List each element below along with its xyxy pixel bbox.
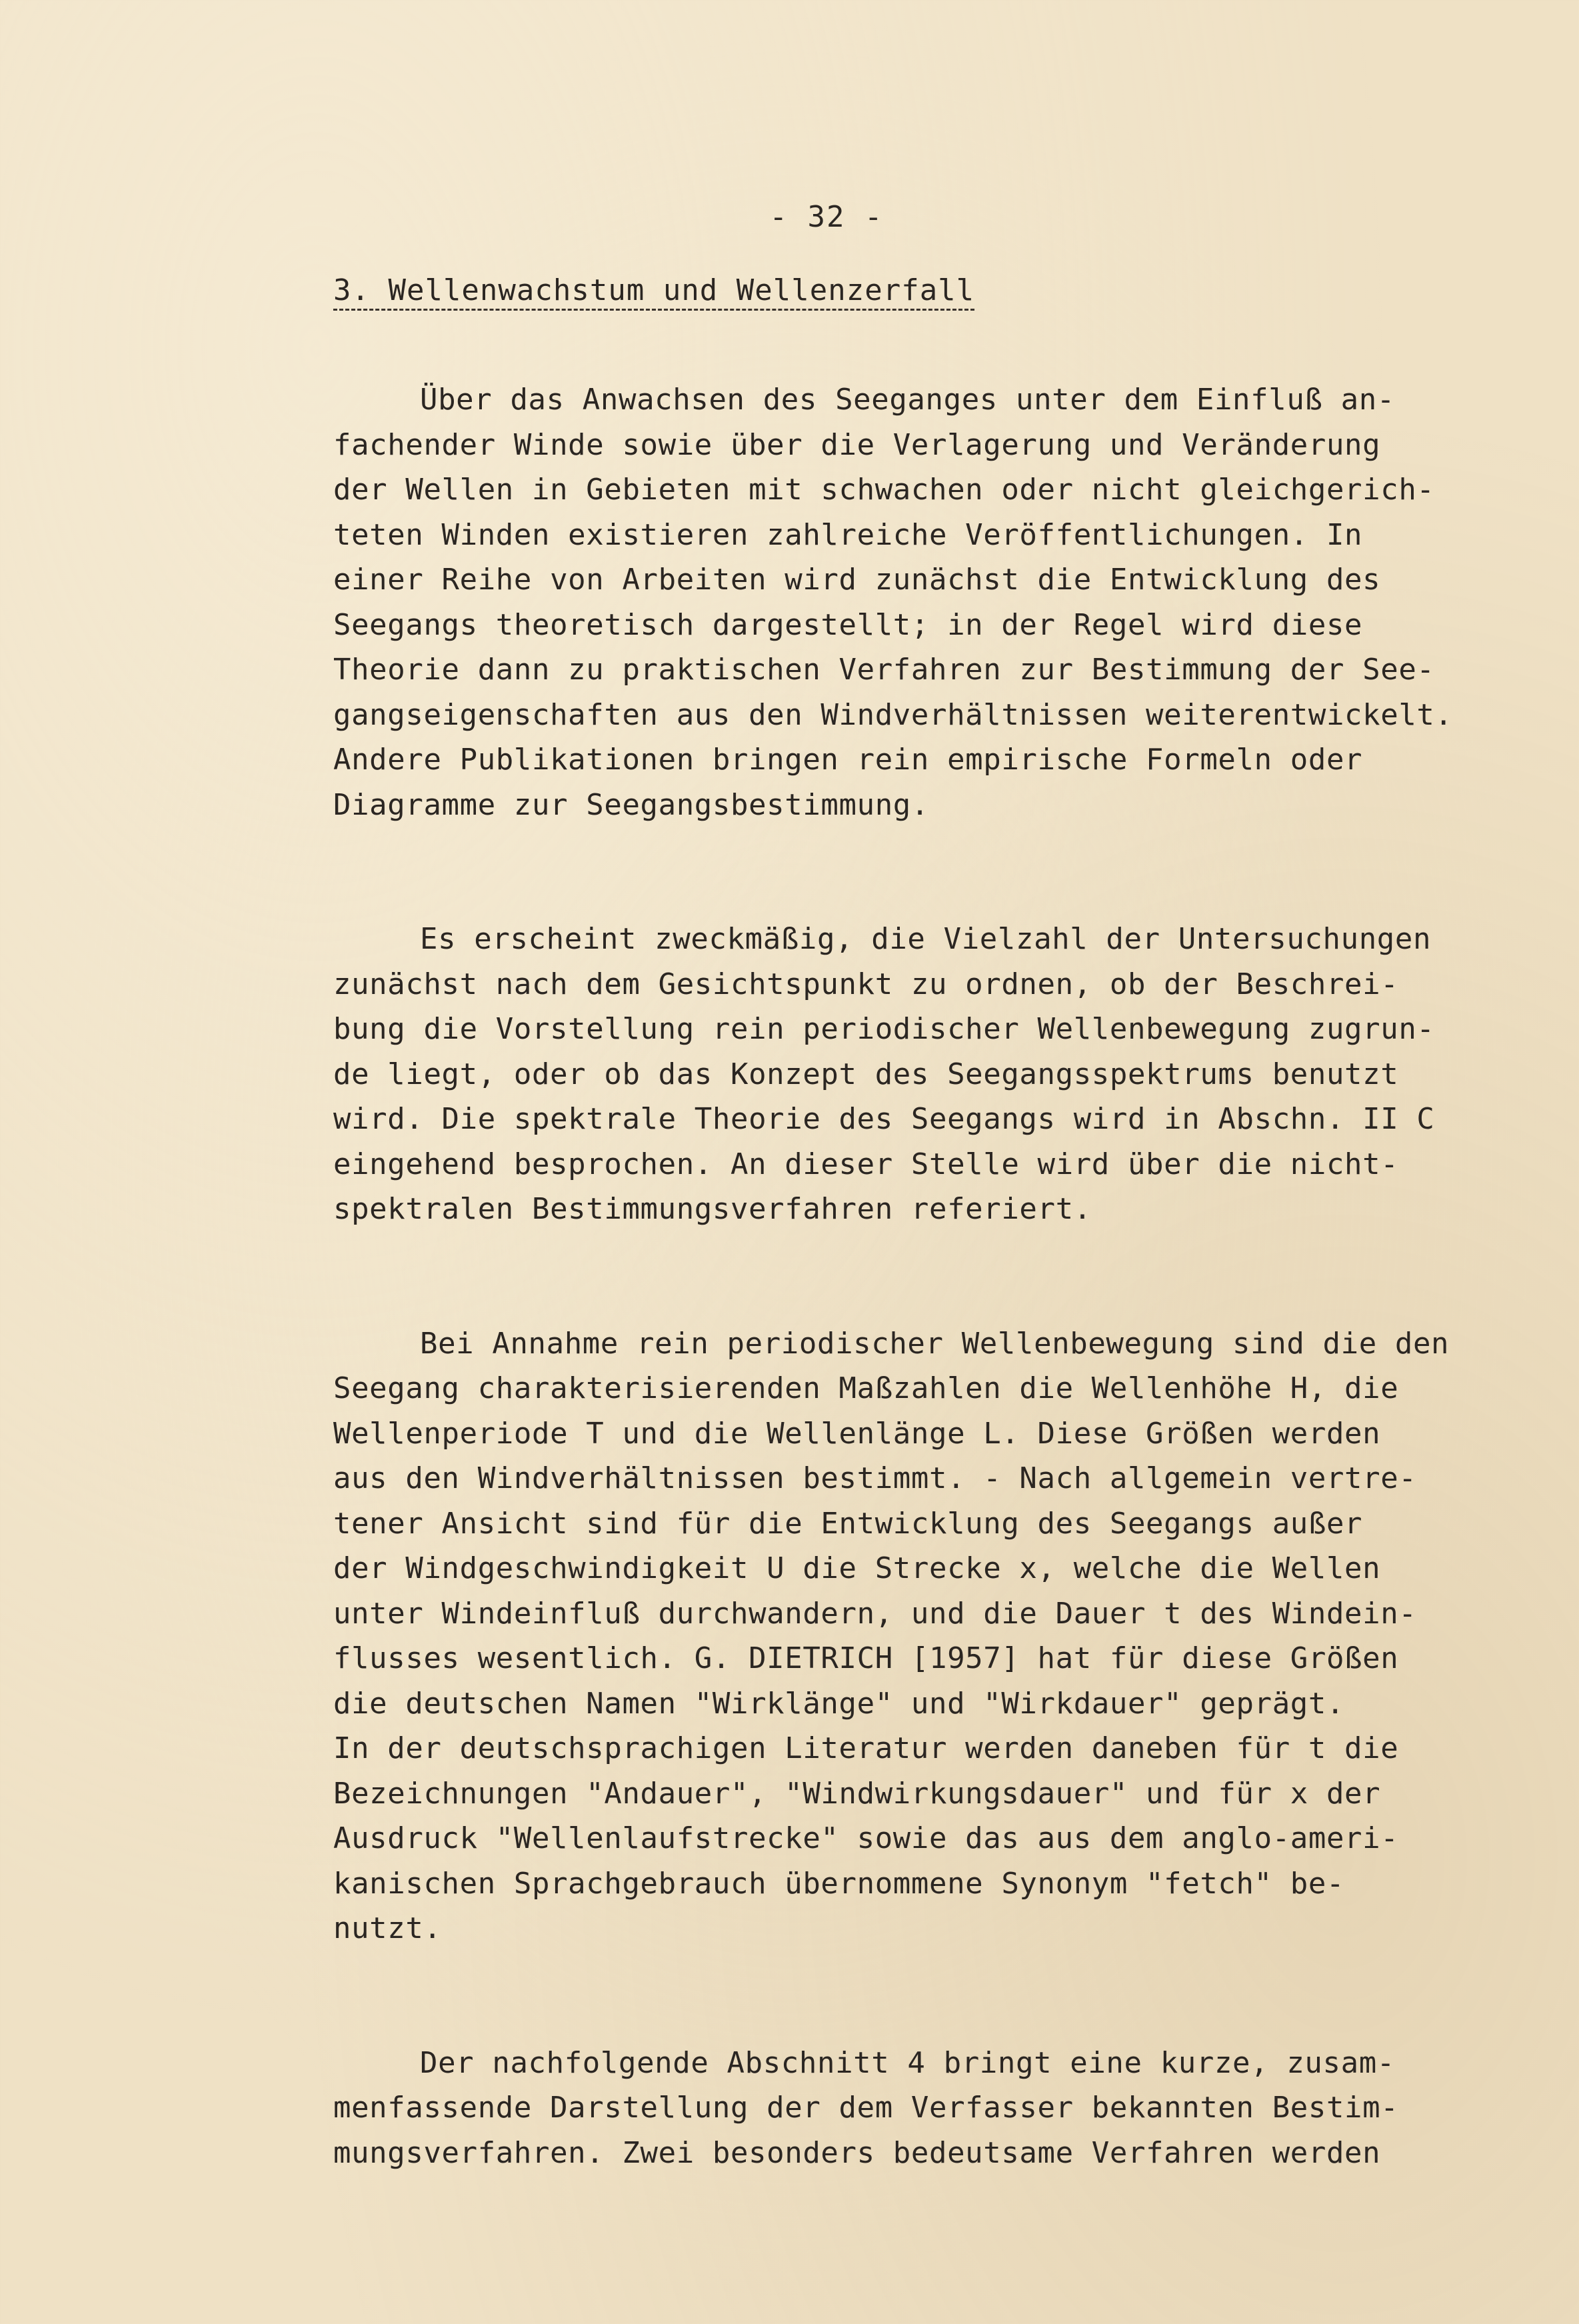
text-line: der Windgeschwindigkeit U die Strecke x, welche die Wellen (333, 1551, 1381, 1585)
text-line: menfassende Darstellung der dem Verfasser bekannten Bestim- (333, 2091, 1399, 2125)
text-line: In der deutschsprachigen Literatur werden daneben für t die (333, 1731, 1399, 1765)
text-line: Bezeichnungen "Andauer", "Windwirkungsdauer" und für x der (333, 1776, 1381, 1811)
text-line: Diagramme zur Seegangsbestimmung. (333, 787, 929, 822)
text-line: Über das Anwachsen des Seeganges unter dem Einfluß an- (420, 383, 1395, 417)
text-line: Bei Annahme rein periodischer Wellenbewegung sind die den (420, 1326, 1450, 1361)
paragraph-1 (333, 377, 1480, 827)
text-line: unter Windeinfluß durchwandern, und die Dauer t des Windein- (333, 1596, 1417, 1631)
text-line: Seegangs theoretisch dargestellt; in der Regel wird diese (333, 607, 1363, 642)
text-line: eingehend besprochen. An dieser Stelle wird über die nicht- (333, 1147, 1399, 1181)
text-line: gangseigenschaften aus den Windverhältnissen weiterentwickelt. (333, 697, 1453, 732)
text-line: Wellenperiode T und die Wellenlänge L. Diese Größen werden (333, 1416, 1381, 1451)
text-line: der Wellen in Gebieten mit schwachen oder nicht gleichgerich- (333, 473, 1435, 507)
text-line: teten Winden existieren zahlreiche Veröffentlichungen. In (333, 517, 1363, 552)
text-line: de liegt, oder ob das Konzept des Seegangsspektrums benutzt (333, 1057, 1399, 1091)
text-line: spektralen Bestimmungsverfahren referiert. (333, 1192, 1092, 1226)
text-line: bung die Vorstellung rein periodischer Wellenbewegung zugrun- (333, 1012, 1435, 1046)
text-line: Der nachfolgende Abschnitt 4 bringt eine kurze, zusam- (420, 2045, 1395, 2080)
text-line: Seegang charakterisierenden Maßzahlen die Wellenhöhe H, die (333, 1371, 1399, 1405)
body-text (333, 377, 1480, 2265)
text-line: zunächst nach dem Gesichtspunkt zu ordnen, ob der Beschrei- (333, 967, 1399, 1001)
text-line: mungsverfahren. Zwei besonders bedeutsame Verfahren werden (333, 2135, 1381, 2170)
text-line: wird. Die spektrale Theorie des Seegangs wird in Abschn. II C (333, 1102, 1435, 1136)
text-line: fachender Winde sowie über die Verlagerung und Veränderung (333, 427, 1381, 462)
text-line: aus den Windverhältnissen bestimmt. - Nach allgemein vertre- (333, 1461, 1417, 1495)
text-line: tener Ansicht sind für die Entwicklung des Seegangs außer (333, 1506, 1363, 1541)
text-line: die deutschen Namen "Wirklänge" und "Wirkdauer" geprägt. (333, 1686, 1345, 1721)
text-line: kanischen Sprachgebrauch übernommene Synonym "fetch" be- (333, 1866, 1345, 1901)
paragraph-4 (333, 2041, 1480, 2176)
page-number: - 32 - (769, 200, 884, 234)
text-line: flusses wesentlich. G. DIETRICH [1957] hat für diese Größen (333, 1641, 1399, 1675)
text-line: Andere Publikationen bringen rein empirische Formeln oder (333, 743, 1363, 777)
text-line: Es erscheint zweckmäßig, die Vielzahl der Untersuchungen (420, 922, 1432, 956)
section-heading: 3. Wellenwachstum und Wellenzerfall (333, 273, 974, 311)
text-line: einer Reihe von Arbeiten wird zunächst die Entwicklung des (333, 563, 1381, 597)
text-line: nutzt. (333, 1911, 442, 1945)
text-line: Ausdruck "Wellenlaufstrecke" sowie das aus dem anglo-ameri- (333, 1821, 1399, 1855)
paragraph-3 (333, 1321, 1480, 1951)
paragraph-2 (333, 917, 1480, 1232)
text-line: Theorie dann zu praktischen Verfahren zur Bestimmung der See- (333, 653, 1435, 687)
